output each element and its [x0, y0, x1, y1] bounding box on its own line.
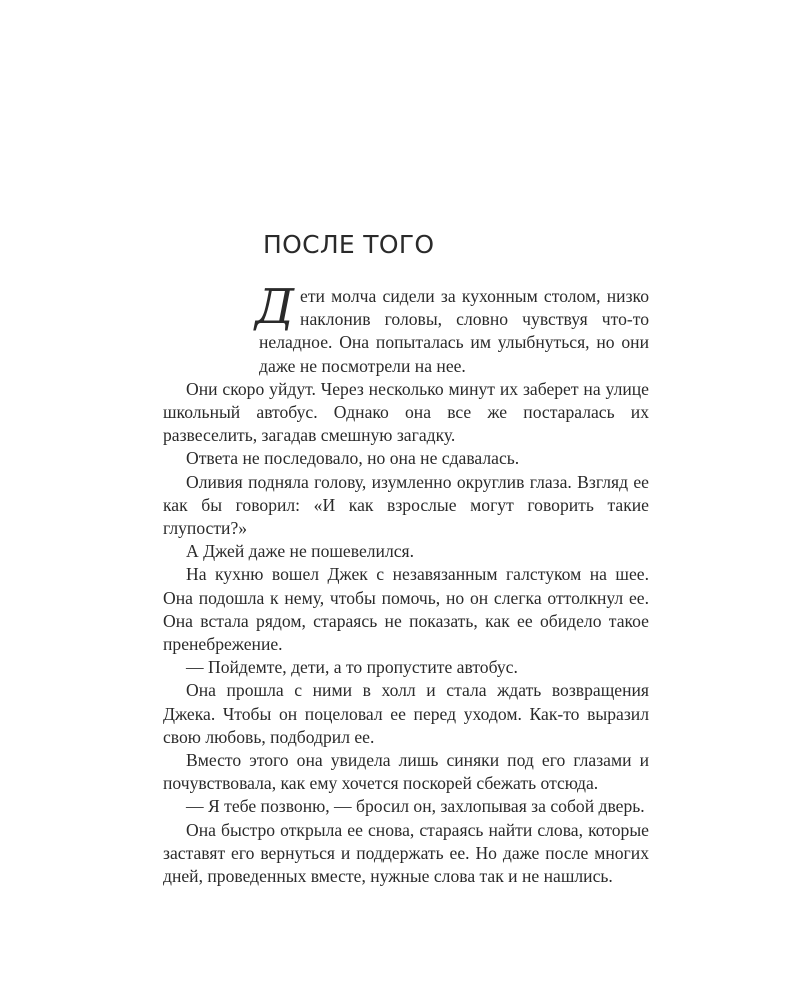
paragraph-5: А Джей даже не пошевелился. — [186, 541, 415, 562]
paragraph-9: Вместо этого она увидела лишь синяки под его глазами и почувствовала, как ему хочется поскорей сбежать отсюда. — [163, 750, 649, 794]
paragraph-10: — Я тебе позвоню, — бросил он, захлопывая за собой дверь. — [186, 796, 645, 817]
paragraph-11: Она быстро открыла ее снова, стараясь найти слова, которые заставят его вернуться и поддержать ее. Но даже после многих дней, проведенных вместе, нужные слова так и не нашлись. — [163, 819, 649, 887]
chapter-title: ПОСЛЕ ТОГО — [263, 230, 435, 259]
paragraph-3: Ответа не последовало, но она не сдавалась. — [186, 448, 520, 469]
chapter-text — [163, 279, 649, 888]
paragraph-7: — Пойдемте, дети, а то пропустите автобус. — [186, 657, 518, 678]
drop-cap: Д — [255, 279, 295, 335]
paragraph-8: Она прошла с ними в холл и стала ждать возвращения Джека. Чтобы он поцеловал ее перед уходом. Как-то выразил свою любовь, подбодрил ее. — [163, 680, 649, 747]
paragraph-1-text: ети молча сидели за кухонным столом, низко наклонив головы, словно чувствуя что-то неладное. Она попыталась им улыбнуться, но они даже не посмотрели на нее. — [259, 286, 649, 376]
paragraph-4: Оливия подняла голову, изумленно округлив глаза. Взгляд ее как бы говорил: «И как взрослые могут говорить такие глупости?» — [163, 471, 649, 539]
paragraph-6: На кухню вошел Джек с незавязанным галстуком на шее. Она подошла к нему, чтобы помочь, но он слегка оттолкнул ее. Она встала рядом, стараясь не показать, как ее обидело такое пренебрежение. — [163, 564, 649, 655]
paragraph-2: Они скоро уйдут. Через несколько минут их заберет на улице школьный автобус. Однако она все же постаралась их развеселить, загадав смешную загадку. — [163, 378, 649, 446]
paragraph-1 — [163, 279, 649, 378]
